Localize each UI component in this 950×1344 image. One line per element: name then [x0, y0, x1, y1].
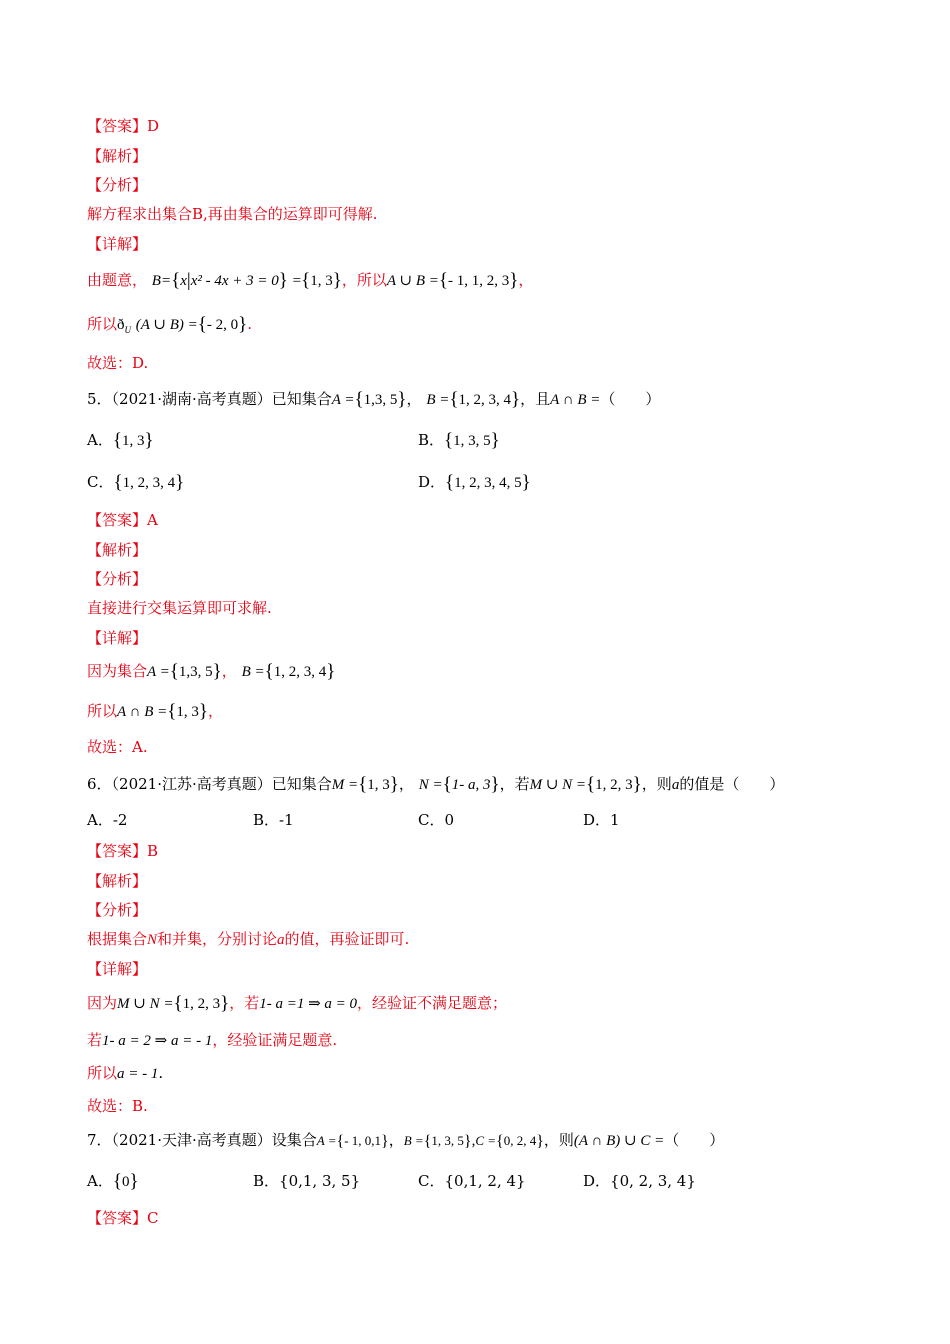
- q4-xiangjie-label: 【详解】: [87, 235, 148, 253]
- q5-option-a: [87, 430, 154, 451]
- brace-left-icon: {: [301, 270, 311, 291]
- q6-step1-tail: ，经验证不满足题意；: [357, 994, 508, 1012]
- q6-conclusion: 故选：B.: [87, 1097, 148, 1115]
- q5-tail: ，且: [520, 390, 551, 408]
- q6-step1: [87, 993, 507, 1014]
- q5-step1-prefix: 因为集合: [87, 662, 148, 680]
- q6-tail: 的值是（ ）: [679, 775, 785, 793]
- q6-step2-tail: ，经验证满足题意.: [212, 1031, 338, 1049]
- brace-left-icon: {: [336, 1133, 345, 1150]
- q4-step1: [87, 270, 533, 291]
- q5-step1-a-val: 1,3, 5: [178, 664, 213, 680]
- q6-step3-prefix: 所以: [87, 1064, 118, 1082]
- q6-analysis-a: a: [277, 932, 285, 948]
- q7-comma: ,: [471, 1133, 476, 1149]
- q4-step2-res: - 2, 0: [206, 317, 239, 333]
- q6-step1-eq: 1- a =1 ⇒ a = 0: [259, 996, 358, 1012]
- q7-option-c: C．{0,1, 2, 4}: [418, 1172, 526, 1190]
- q6-step1-expr: M ∪ N =: [117, 996, 174, 1012]
- brace-right-icon: }: [463, 1133, 472, 1150]
- q4-answer: 【答案】D: [87, 117, 160, 135]
- q7-stem: [87, 1130, 724, 1152]
- q5-step2-prefix: 所以: [87, 702, 118, 720]
- brace-left-icon: {: [354, 389, 364, 410]
- q7-source: （2021·天津·高考真题）设集合: [111, 1131, 317, 1149]
- q7-paren: （ ）: [664, 1131, 725, 1149]
- q5-step2-end: ，: [208, 702, 224, 720]
- brace-left-icon: {: [173, 993, 183, 1014]
- q7-then: ，则: [543, 1131, 574, 1149]
- q4-step1-result: 1, 3: [310, 273, 333, 289]
- brace-right-icon: }: [536, 1133, 544, 1150]
- q5-step1-a: A =: [147, 664, 170, 680]
- brace-right-icon: }: [490, 430, 500, 451]
- q7-option-b: B．{0,1, 3, 5}: [253, 1172, 361, 1190]
- q7-c-val: 0, 2, 4: [503, 1133, 537, 1148]
- q7-a: A =: [316, 1133, 337, 1148]
- brace-left-icon: {: [586, 774, 596, 795]
- q4-jiexi-label: 【解析】: [87, 147, 148, 165]
- q4-step1-end: ，: [518, 271, 534, 289]
- q5-opt-b-label: B．: [418, 431, 445, 449]
- q5-sep: ，: [406, 390, 422, 408]
- q4-step1-union: A ∪ B =: [386, 273, 439, 289]
- q4-step1-eq: =: [292, 273, 302, 289]
- q5-opt-d-val: 1, 2, 3, 4, 5: [454, 475, 522, 491]
- q6-step1-val: 1, 2, 3: [182, 996, 221, 1012]
- q5-option-c: [87, 472, 184, 493]
- q7-opt-a-val: 0: [121, 1174, 130, 1190]
- q5-a-val: 1,3, 5: [363, 392, 398, 408]
- brace-right-icon: }: [238, 314, 248, 335]
- brace-right-icon: }: [332, 270, 342, 291]
- q5-opt-d-label: D．: [418, 473, 446, 491]
- brace-right-icon: }: [511, 389, 521, 410]
- q6-step3-eq: a = - 1: [117, 1066, 159, 1082]
- q6-xiangjie-label: 【详解】: [87, 960, 148, 978]
- q5-question: A ∩ B =: [550, 392, 601, 408]
- q5-fenxi-label: 【分析】: [87, 570, 148, 588]
- q5-opt-a-label: A．: [87, 431, 113, 449]
- q4-step1-prefix: 由题意，: [87, 271, 148, 289]
- q5-paren: （ ）: [600, 390, 661, 408]
- q4-step2-prefix: 所以: [87, 315, 118, 333]
- q6-option-d: D．1: [583, 811, 620, 829]
- brace-left-icon: {: [197, 314, 207, 335]
- q4-analysis: 解方程求出集合B,再由集合的运算即可得解.: [87, 205, 378, 223]
- q7-a-val: - 1, 0,1: [344, 1133, 382, 1148]
- q4-step2: [87, 314, 252, 340]
- q5-opt-a-val: 1, 3: [121, 433, 145, 449]
- brace-left-icon: {: [112, 1171, 122, 1192]
- q5-step1-sep: ，: [221, 662, 237, 680]
- brace-right-icon: }: [490, 774, 500, 795]
- brace-left-icon: {: [264, 661, 274, 682]
- q6-union: M ∪ N =: [529, 777, 587, 793]
- q5-a: A =: [331, 392, 355, 408]
- q7-opt-a-label: A．: [87, 1172, 113, 1190]
- brace-left-icon: {: [358, 774, 368, 795]
- brace-left-icon: {: [167, 701, 177, 722]
- q5-step2-expr: A ∩ B =: [117, 704, 168, 720]
- brace-left-icon: {: [423, 1133, 432, 1150]
- q5-answer: 【答案】A: [87, 511, 158, 529]
- q7-b: B =: [403, 1133, 424, 1148]
- q5-b-val: 1, 2, 3, 4: [458, 392, 511, 408]
- q6-answer: 【答案】B: [87, 842, 159, 860]
- q6-option-a: A．-2: [87, 811, 128, 829]
- q5-opt-c-label: C．: [87, 473, 114, 491]
- brace-right-icon: }: [220, 993, 230, 1014]
- q6-step2-prefix: 若: [87, 1031, 103, 1049]
- q4-step1-mid: ，所以: [341, 271, 387, 289]
- q6-option-b: B．-1: [253, 811, 294, 829]
- q5-step1: [87, 661, 335, 682]
- q6-analysis-n: N: [147, 932, 158, 948]
- q5-b: B =: [426, 392, 450, 408]
- brace-left-icon: {: [438, 270, 449, 291]
- q6-analysis-3: 的值，再验证即可.: [284, 930, 410, 948]
- q7-option-a: [87, 1171, 139, 1192]
- q6-m-val: 1, 3: [367, 777, 390, 793]
- q6-jiexi-label: 【解析】: [87, 872, 148, 890]
- q6-m: M =: [331, 777, 359, 793]
- q6-step2: [87, 1030, 337, 1051]
- q4-step1-union-res: - 1, 1, 2, 3: [448, 273, 510, 289]
- brace-right-icon: }: [144, 430, 154, 451]
- brace-left-icon: {: [449, 389, 459, 410]
- q4-step2-set: (A ∪ B) =: [135, 317, 198, 333]
- q4-step1-var: x: [180, 273, 187, 289]
- q5-xiangjie-label: 【详解】: [87, 629, 148, 647]
- q5-step1-b-val: 1, 2, 3, 4: [273, 664, 327, 680]
- brace-right-icon: }: [212, 661, 222, 682]
- q4-conclusion: 故选：D.: [87, 354, 149, 372]
- brace-right-icon: }: [389, 774, 399, 795]
- brace-right-icon: }: [521, 472, 531, 493]
- q4-step1-setb: B=: [151, 273, 172, 289]
- q6-step3-end: .: [158, 1064, 164, 1082]
- q5-source: （2021·湖南·高考真题）已知集合: [111, 390, 332, 408]
- q7-b-val: 1, 3, 5: [431, 1133, 464, 1148]
- q5-analysis: 直接进行交集运算即可求解.: [87, 599, 272, 617]
- q6-option-c: C．0: [418, 811, 455, 829]
- brace-right-icon: }: [198, 701, 209, 722]
- q7-answer: 【答案】C: [87, 1209, 159, 1227]
- q6-num: 6．: [87, 775, 112, 793]
- q6-n: N =: [418, 777, 443, 793]
- brace-right-icon: }: [381, 1133, 389, 1150]
- q6-step3: [87, 1063, 163, 1084]
- brace-right-icon: }: [509, 270, 519, 291]
- brace-right-icon: }: [632, 774, 642, 795]
- brace-left-icon: {: [171, 270, 181, 291]
- q6-n-val: 1- a, 3: [451, 777, 491, 793]
- brace-left-icon: {: [445, 472, 455, 493]
- q6-analysis: [87, 929, 409, 950]
- q5-option-d: [418, 472, 531, 493]
- q6-step1-mid: ，若: [229, 994, 260, 1012]
- brace-right-icon: }: [175, 472, 185, 493]
- brace-right-icon: }: [326, 661, 336, 682]
- q5-opt-c-val: 1, 2, 3, 4: [122, 475, 176, 491]
- q7-option-d: D．{0, 2, 3, 4}: [583, 1172, 696, 1190]
- q6-sep: ，: [398, 775, 414, 793]
- bar-icon: |: [186, 270, 191, 291]
- brace-left-icon: {: [113, 472, 123, 493]
- brace-left-icon: {: [442, 774, 452, 795]
- q6-then: ，则: [641, 775, 672, 793]
- q7-sep: ，: [388, 1131, 404, 1149]
- q6-fenxi-label: 【分析】: [87, 901, 148, 919]
- q6-analysis-1: 根据集合: [87, 930, 148, 948]
- q6-if: ，若: [499, 775, 530, 793]
- q6-analysis-2: 和并集，分别讨论: [157, 930, 278, 948]
- complement-icon: ð: [117, 317, 125, 333]
- q4-step2-universe: U: [124, 325, 132, 335]
- q5-stem: [87, 389, 660, 410]
- brace-left-icon: {: [444, 430, 454, 451]
- q5-jiexi-label: 【解析】: [87, 541, 148, 559]
- q5-option-b: [418, 430, 500, 451]
- q5-step2-val: 1, 3: [176, 704, 199, 720]
- q7-c: C =: [475, 1133, 497, 1148]
- q6-step1-prefix: 因为: [87, 994, 118, 1012]
- q5-conclusion: 故选：A.: [87, 738, 148, 756]
- brace-left-icon: {: [496, 1133, 504, 1150]
- q4-step1-cond: x² - 4x + 3 = 0: [190, 273, 279, 289]
- q5-opt-b-val: 1, 3, 5: [453, 433, 491, 449]
- brace-right-icon: }: [397, 389, 407, 410]
- q5-num: 5．: [87, 390, 112, 408]
- q5-step2: [87, 701, 223, 722]
- q4-step2-end: .: [247, 315, 253, 333]
- brace-left-icon: {: [112, 430, 122, 451]
- q6-stem: [87, 774, 784, 795]
- q6-step2-eq: 1- a = 2 ⇒ a = - 1: [102, 1033, 213, 1049]
- brace-right-icon: }: [278, 270, 288, 291]
- q7-num: 7．: [87, 1131, 112, 1149]
- q6-union-val: 1, 2, 3: [595, 777, 633, 793]
- brace-right-icon: }: [129, 1171, 139, 1192]
- q5-step1-b: B =: [241, 664, 265, 680]
- q6-var-a: a: [671, 777, 680, 793]
- brace-left-icon: {: [169, 661, 179, 682]
- q7-question: (A ∩ B) ∪ C =: [573, 1133, 665, 1149]
- q6-source: （2021·江苏·高考真题）已知集合: [111, 775, 332, 793]
- q4-fenxi-label: 【分析】: [87, 176, 148, 194]
